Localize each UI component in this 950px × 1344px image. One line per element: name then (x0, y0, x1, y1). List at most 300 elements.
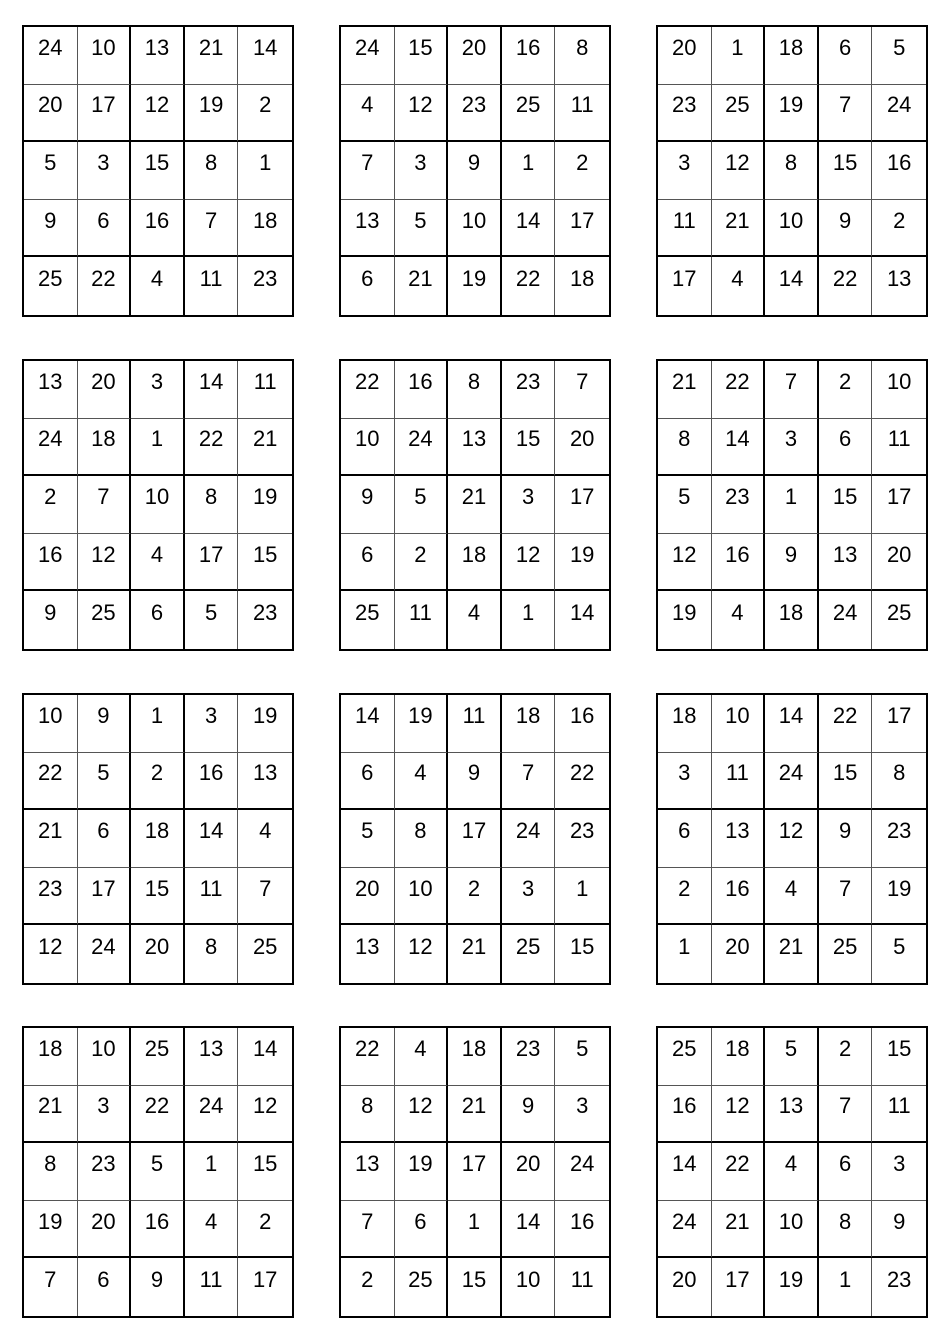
grid-cell: 25 (819, 925, 873, 983)
grid-cell: 12 (395, 85, 449, 143)
grid-cell: 21 (24, 810, 78, 868)
grid-cell: 3 (555, 1086, 609, 1144)
grid-cell: 21 (238, 419, 292, 477)
grid-cell: 4 (448, 591, 502, 649)
grid-cell: 21 (712, 1201, 766, 1259)
number-grid (656, 25, 928, 317)
grid-cell: 19 (238, 695, 292, 753)
grid-cell: 10 (131, 476, 185, 534)
grid-cell: 12 (712, 142, 766, 200)
grid-cell: 12 (712, 1086, 766, 1144)
grid-cell: 12 (238, 1086, 292, 1144)
grid-cell: 21 (448, 1086, 502, 1144)
grid-cell: 3 (658, 142, 712, 200)
grid-cell: 19 (448, 257, 502, 315)
grid-cell: 15 (819, 753, 873, 811)
grid-cell: 2 (395, 534, 449, 592)
grid-cell: 13 (24, 361, 78, 419)
number-grid (339, 25, 611, 317)
grid-cell: 5 (185, 591, 239, 649)
grid-cell: 8 (185, 925, 239, 983)
grid-cell: 12 (395, 925, 449, 983)
grid-cell: 4 (341, 85, 395, 143)
grid-cell: 25 (395, 1258, 449, 1316)
grid-cell: 16 (502, 27, 556, 85)
grid-cell: 20 (448, 27, 502, 85)
grid-cell: 4 (712, 257, 766, 315)
grid-cell: 20 (131, 925, 185, 983)
grid-cell: 12 (78, 534, 132, 592)
grid-cell: 2 (555, 142, 609, 200)
grid-cell: 19 (395, 695, 449, 753)
grid-cell: 10 (78, 27, 132, 85)
grid-cell: 17 (448, 1143, 502, 1201)
grid-cell: 22 (819, 257, 873, 315)
grid-cell: 5 (893, 934, 906, 960)
grid-cell: 17 (555, 200, 609, 258)
grid-cell: 20 (712, 925, 766, 983)
number-grid (656, 359, 928, 651)
grid-cell: 12 (24, 925, 78, 983)
grid-cell: 16 (131, 1201, 185, 1259)
grid-cell: 8 (819, 1201, 873, 1259)
grid-cell: 13 (185, 1028, 239, 1086)
grid-cell: 13 (341, 1143, 395, 1201)
grid-cell: 24 (24, 27, 78, 85)
grid-cell: 7 (502, 753, 556, 811)
grid-cell: 17 (555, 476, 609, 534)
grid-cell: 17 (78, 868, 132, 926)
grid-cell: 6 (341, 753, 395, 811)
grid-cell: 4 (395, 1028, 449, 1086)
grid-cell: 2 (341, 1258, 395, 1316)
grid-cell: 2 (658, 868, 712, 926)
grid-cell: 21 (448, 925, 502, 983)
grid-cell: 8 (448, 361, 502, 419)
grid-cell: 10 (448, 200, 502, 258)
grid-cell: 10 (765, 1201, 819, 1259)
grid-cell: 23 (712, 476, 766, 534)
grid-cell: 16 (872, 142, 926, 200)
grid-cell: 9 (819, 200, 873, 258)
number-grid (656, 693, 928, 985)
grid-cell: 14 (185, 361, 239, 419)
grid-cell: 5 (658, 476, 712, 534)
grid-cell: 17 (872, 476, 926, 534)
grid-cell: 23 (502, 1028, 556, 1086)
grid-cell: 25 (502, 85, 556, 143)
grid-cell: 7 (819, 85, 873, 143)
grid-cell: 25 (24, 257, 78, 315)
grid-cell: 17 (78, 85, 132, 143)
grid-cell: 16 (712, 534, 766, 592)
grid-cell: 18 (712, 1028, 766, 1086)
grid-cell: 15 (448, 1258, 502, 1316)
grid-cell: 9 (24, 591, 78, 649)
grid-cell: 15 (569, 934, 595, 960)
grid-cell: 2 (819, 1028, 873, 1086)
grid-cell: 14 (185, 810, 239, 868)
grid-cell: 15 (819, 476, 873, 534)
grid-cell: 13 (886, 266, 912, 292)
grid-cell: 11 (185, 1258, 239, 1316)
grid-cell: 15 (819, 142, 873, 200)
grid-cell: 14 (712, 419, 766, 477)
grid-cell: 21 (185, 27, 239, 85)
grid-cell: 17 (448, 810, 502, 868)
grid-cell: 23 (872, 810, 926, 868)
grid-cell: 18 (502, 695, 556, 753)
grid-cell: 20 (341, 868, 395, 926)
grid-cell: 17 (658, 257, 712, 315)
grid-cell: 3 (185, 695, 239, 753)
grid-cell: 20 (658, 27, 712, 85)
grid-cell: 18 (131, 810, 185, 868)
grid-cell: 19 (238, 476, 292, 534)
grid-cell: 24 (872, 85, 926, 143)
grid-cell: 1 (448, 1201, 502, 1259)
grid-cell: 22 (555, 753, 609, 811)
grid-cell: 21 (765, 925, 819, 983)
grid-cell: 19 (395, 1143, 449, 1201)
grid-cell: 8 (185, 142, 239, 200)
grid-cell: 23 (252, 266, 278, 292)
grid-cell: 13 (341, 925, 395, 983)
grid-cell: 8 (341, 1086, 395, 1144)
grid-cell: 22 (131, 1086, 185, 1144)
grid-cell: 24 (341, 27, 395, 85)
grid-cell: 17 (712, 1258, 766, 1316)
grid-cell: 9 (131, 1258, 185, 1316)
grid-cell: 11 (185, 868, 239, 926)
number-grid (22, 359, 294, 651)
grid-cell: 13 (448, 419, 502, 477)
grid-cell: 8 (555, 27, 609, 85)
grid-cell: 12 (658, 534, 712, 592)
grid-cell: 22 (341, 361, 395, 419)
grid-cell: 3 (502, 476, 556, 534)
grid-cell: 17 (872, 695, 926, 753)
grid-cell: 15 (395, 27, 449, 85)
grid-cell: 6 (395, 1201, 449, 1259)
grid-cell: 9 (819, 810, 873, 868)
grid-cell: 21 (24, 1086, 78, 1144)
grid-cell: 9 (765, 534, 819, 592)
grid-cell: 4 (765, 1143, 819, 1201)
grid-cell: 15 (238, 534, 292, 592)
number-grid (22, 693, 294, 985)
number-grid (22, 1026, 294, 1318)
grid-cell: 7 (341, 142, 395, 200)
grid-cell: 10 (395, 868, 449, 926)
grid-cell: 11 (872, 1086, 926, 1144)
grid-cell: 8 (765, 142, 819, 200)
grid-cell: 7 (765, 361, 819, 419)
number-grid (339, 359, 611, 651)
grid-cell: 24 (78, 925, 132, 983)
grid-cell: 24 (395, 419, 449, 477)
grid-cell: 24 (658, 1201, 712, 1259)
grid-cell: 2 (238, 1201, 292, 1259)
grid-cell: 9 (78, 695, 132, 753)
grid-cell: 24 (24, 419, 78, 477)
grid-cell: 16 (24, 534, 78, 592)
grid-cell: 23 (252, 600, 278, 626)
grid-cell: 5 (765, 1028, 819, 1086)
grid-cell: 18 (448, 534, 502, 592)
grid-cell: 11 (570, 1267, 594, 1293)
grid-cell: 16 (555, 1201, 609, 1259)
grid-cell: 14 (658, 1143, 712, 1201)
grid-cell: 22 (502, 257, 556, 315)
grid-cell: 16 (658, 1086, 712, 1144)
grid-cell: 18 (78, 419, 132, 477)
grid-cell: 25 (78, 591, 132, 649)
grid-cell: 23 (886, 1267, 912, 1293)
grid-cell: 4 (131, 257, 185, 315)
grid-cell: 7 (819, 868, 873, 926)
grid-cell: 3 (395, 142, 449, 200)
grid-cell: 19 (185, 85, 239, 143)
grid-cell: 11 (238, 361, 292, 419)
grid-cell: 6 (341, 534, 395, 592)
grid-cell: 14 (502, 200, 556, 258)
grid-cell: 8 (24, 1143, 78, 1201)
grid-cell: 25 (252, 934, 278, 960)
grid-cell: 9 (502, 1086, 556, 1144)
grid-cell: 16 (131, 200, 185, 258)
grid-cell: 6 (131, 591, 185, 649)
grid-cell: 13 (712, 810, 766, 868)
grid-cell: 9 (448, 142, 502, 200)
grid-cell: 8 (658, 419, 712, 477)
grid-cell: 4 (131, 534, 185, 592)
grid-cell: 3 (78, 1086, 132, 1144)
grid-cell: 22 (24, 753, 78, 811)
grid-cell: 5 (395, 200, 449, 258)
grid-cell: 4 (765, 868, 819, 926)
grid-cell: 16 (555, 695, 609, 753)
grid-cell: 3 (658, 753, 712, 811)
number-grid (339, 1026, 611, 1318)
grid-cell: 5 (395, 476, 449, 534)
grid-cell: 4 (395, 753, 449, 811)
grid-cell: 22 (185, 419, 239, 477)
grid-cell: 5 (24, 142, 78, 200)
grid-cell: 12 (502, 534, 556, 592)
grid-cell: 20 (872, 534, 926, 592)
grid-cell: 19 (555, 534, 609, 592)
grid-cell: 8 (185, 476, 239, 534)
grid-cell: 11 (185, 257, 239, 315)
grid-cell: 17 (252, 1267, 278, 1293)
grid-cell: 18 (765, 27, 819, 85)
grid-cell: 22 (712, 361, 766, 419)
grid-cell: 15 (131, 142, 185, 200)
grid-cell: 6 (341, 257, 395, 315)
grid-cell: 7 (555, 361, 609, 419)
grid-cell: 9 (872, 1201, 926, 1259)
grid-cell: 2 (24, 476, 78, 534)
grid-cell: 19 (765, 1258, 819, 1316)
grid-cell: 19 (658, 591, 712, 649)
grid-cell: 13 (131, 27, 185, 85)
grid-cell: 23 (658, 85, 712, 143)
grid-cell: 8 (872, 753, 926, 811)
grid-cell: 1 (502, 142, 556, 200)
grid-cell: 1 (819, 1258, 873, 1316)
grid-cell: 10 (78, 1028, 132, 1086)
grid-cell: 16 (185, 753, 239, 811)
grid-cell: 20 (555, 419, 609, 477)
grid-cell: 1 (131, 419, 185, 477)
grid-cell: 5 (78, 753, 132, 811)
grid-cell: 9 (341, 476, 395, 534)
grid-cell: 4 (185, 1201, 239, 1259)
grid-cell: 18 (238, 200, 292, 258)
grid-cell: 5 (872, 27, 926, 85)
grid-cell: 18 (569, 266, 595, 292)
grid-cell: 14 (765, 257, 819, 315)
grid-cell: 6 (78, 810, 132, 868)
grid-cell: 25 (341, 591, 395, 649)
grid-cell: 10 (502, 1258, 556, 1316)
grid-cell: 19 (765, 85, 819, 143)
grid-cell: 15 (502, 419, 556, 477)
grid-cell: 3 (502, 868, 556, 926)
grid-cell: 11 (395, 591, 449, 649)
grid-cell: 22 (78, 257, 132, 315)
grid-cell: 20 (24, 85, 78, 143)
grid-cell: 17 (185, 534, 239, 592)
grid-cell: 25 (712, 85, 766, 143)
grid-cell: 12 (131, 85, 185, 143)
grid-cell: 4 (712, 591, 766, 649)
grid-cell: 24 (502, 810, 556, 868)
grid-cell: 25 (502, 925, 556, 983)
grid-cell: 10 (765, 200, 819, 258)
grid-cell: 1 (238, 142, 292, 200)
grid-cell: 14 (341, 695, 395, 753)
grid-cell: 22 (712, 1143, 766, 1201)
grid-cell: 18 (658, 695, 712, 753)
grid-cell: 2 (238, 85, 292, 143)
grid-cell: 16 (712, 868, 766, 926)
grid-cell: 1 (712, 27, 766, 85)
grid-cell: 20 (658, 1258, 712, 1316)
grid-cell: 2 (448, 868, 502, 926)
grid-cell: 6 (819, 1143, 873, 1201)
grid-cell: 12 (395, 1086, 449, 1144)
grid-cell: 13 (765, 1086, 819, 1144)
grid-cell: 21 (395, 257, 449, 315)
grid-cell: 1 (555, 868, 609, 926)
grid-cell: 10 (341, 419, 395, 477)
grid-cell: 21 (658, 361, 712, 419)
grid-cell: 1 (502, 591, 556, 649)
grid-cell: 13 (238, 753, 292, 811)
grid-cell: 23 (448, 85, 502, 143)
grid-cell: 12 (765, 810, 819, 868)
grid-cell: 1 (658, 925, 712, 983)
grid-cell: 3 (765, 419, 819, 477)
grid-cell: 2 (131, 753, 185, 811)
grid-cell: 4 (238, 810, 292, 868)
grid-cell: 23 (24, 868, 78, 926)
grid-cell: 10 (24, 695, 78, 753)
grid-cell: 18 (448, 1028, 502, 1086)
grid-cell: 23 (502, 361, 556, 419)
grid-cell: 6 (78, 200, 132, 258)
grid-cell: 8 (395, 810, 449, 868)
grid-cell: 22 (341, 1028, 395, 1086)
grid-cell: 18 (24, 1028, 78, 1086)
grid-cell: 5 (341, 810, 395, 868)
grid-cell: 16 (395, 361, 449, 419)
grid-cell: 25 (131, 1028, 185, 1086)
grid-cell: 5 (131, 1143, 185, 1201)
grid-cell: 7 (24, 1258, 78, 1316)
grid-cell: 6 (78, 1258, 132, 1316)
grid-cell: 1 (185, 1143, 239, 1201)
grid-cell: 7 (238, 868, 292, 926)
grid-cell: 2 (872, 200, 926, 258)
number-grid (656, 1026, 928, 1318)
grid-cell: 5 (555, 1028, 609, 1086)
grid-cell: 14 (238, 1028, 292, 1086)
grid-cell: 3 (78, 142, 132, 200)
grid-cell: 6 (658, 810, 712, 868)
grid-cell: 19 (872, 868, 926, 926)
grid-cell: 7 (819, 1086, 873, 1144)
grid-cell: 14 (569, 600, 595, 626)
grid-cell: 14 (238, 27, 292, 85)
grid-cell: 1 (765, 476, 819, 534)
grid-cell: 24 (765, 753, 819, 811)
grid-cell: 24 (555, 1143, 609, 1201)
number-grid (22, 25, 294, 317)
grid-cell: 7 (78, 476, 132, 534)
number-grid (339, 693, 611, 985)
grid-cell: 7 (185, 200, 239, 258)
grid-cell: 23 (555, 810, 609, 868)
grid-cell: 9 (448, 753, 502, 811)
grid-cell: 21 (448, 476, 502, 534)
grid-cell: 9 (24, 200, 78, 258)
grid-cell: 11 (448, 695, 502, 753)
grid-cell: 11 (555, 85, 609, 143)
grid-cell: 3 (872, 1143, 926, 1201)
grid-cell: 15 (238, 1143, 292, 1201)
grid-cell: 10 (872, 361, 926, 419)
grid-cell: 20 (78, 361, 132, 419)
grid-cell: 13 (341, 200, 395, 258)
grid-cell: 21 (712, 200, 766, 258)
grid-cell: 15 (131, 868, 185, 926)
grid-cell: 22 (819, 695, 873, 753)
grid-cell: 1 (131, 695, 185, 753)
grid-cell: 25 (658, 1028, 712, 1086)
grid-cell: 24 (185, 1086, 239, 1144)
grid-cell: 13 (819, 534, 873, 592)
grid-cell: 10 (712, 695, 766, 753)
grid-cell: 11 (658, 200, 712, 258)
grid-cell: 14 (502, 1201, 556, 1259)
grid-cell: 25 (886, 600, 912, 626)
grid-cell: 11 (712, 753, 766, 811)
grid-cell: 14 (765, 695, 819, 753)
grid-cell: 6 (819, 419, 873, 477)
